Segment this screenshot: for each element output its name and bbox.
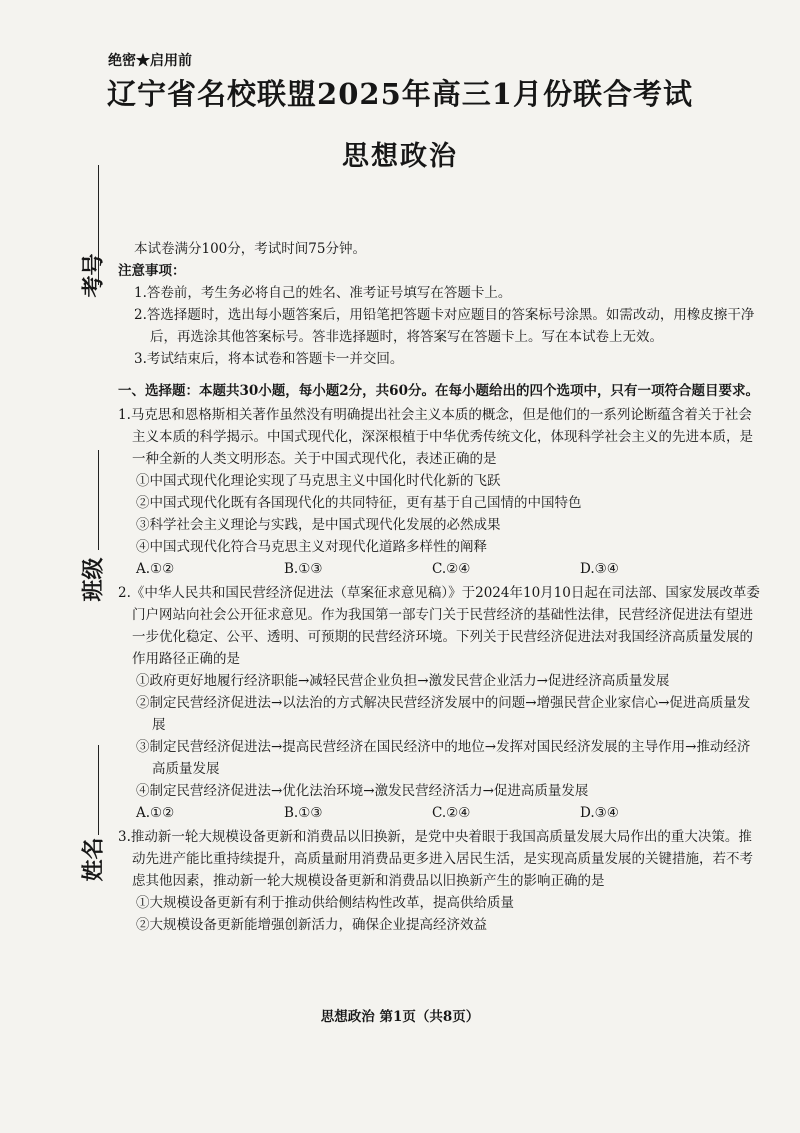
- section-heading: 一、选择题：本题共30小题，每小题2分，共60分。在每小题给出的四个选项中，只有一项符合题目要求。: [118, 383, 759, 399]
- statement: ①中国式现代化理论实现了马克思主义中国化时代化新的飞跃: [136, 473, 501, 489]
- statement: ②中国式现代化既有各国现代化的共同特征，更有基于自己国情的中国特色: [136, 495, 582, 511]
- statement: ①大规模设备更新有利于推动供给侧结构性改革，提高供给质量: [136, 895, 514, 911]
- exam-body: [118, 238, 760, 936]
- class-line[interactable]: [98, 450, 99, 550]
- answer-options: [118, 802, 760, 824]
- statement: ①政府更好地履行经济职能→减轻民营企业负担→激发民营企业活力→促进经济高质量发展: [136, 673, 670, 689]
- notice-item: 3.考试结束后，将本试卷和答题卡一并交回。: [134, 351, 404, 367]
- class-label: 班级: [80, 557, 107, 602]
- option-c[interactable]: C.②④: [432, 805, 471, 821]
- confidential-mark: 绝密★启用前: [108, 53, 192, 69]
- statement: ④中国式现代化符合马克思主义对现代化道路多样性的阐释: [136, 539, 487, 555]
- option-d[interactable]: D.③④: [580, 561, 619, 577]
- question-stem: 3.推动新一轮大规模设备更新和消费品以旧换新，是党中央着眼于我国高质量发展大局作出的重大决策。推动先进产能比重持续提升，高质量耐用消费品更多进入居民生活，是实现高质量发展的关键措施，若不考虑其他因素，推动新一轮大规模设备更新和消费品以旧换新产生的影响正确的是: [118, 829, 753, 889]
- name-line[interactable]: [98, 745, 99, 835]
- statement: ④制定民营经济促进法→优化法治环境→激发民营经济活力→促进高质量发展: [136, 783, 589, 799]
- option-a[interactable]: A.①②: [136, 805, 175, 821]
- question-stem: 1.马克思和恩格斯相关著作虽然没有明确提出社会主义本质的概念，但是他们的一系列论断蕴含着关于社会主义本质的科学揭示。中国式现代化，深深根植于中华优秀传统文化，体现科学社会主义的先进本质，是一种全新的人类文明形态。关于中国式现代化，表述正确的是: [118, 407, 753, 467]
- statement: ③科学社会主义理论与实践，是中国式现代化发展的必然成果: [136, 517, 501, 533]
- subject-title: 思想政治: [342, 141, 458, 172]
- score-time-text: 本试卷满分100分，考试时间75分钟。: [134, 241, 366, 257]
- name-label: 姓名: [80, 837, 107, 882]
- option-a[interactable]: A.①②: [136, 561, 175, 577]
- exam-title: 辽宁省名校联盟2025年高三1月份联合考试: [107, 77, 693, 111]
- notice-item: 2.答选择题时，选出每小题答案后，用铅笔把答题卡对应题目的答案标号涂黑。如需改动，用橡皮擦干净后，再选涂其他答案标号。答非选择题时，将答案写在答题卡上。写在本试卷上无效。: [134, 307, 755, 345]
- option-b[interactable]: B.①③: [284, 561, 323, 577]
- statement: ③制定民营经济促进法→提高民营经济在国民经济中的地位→发挥对国民经济发展的主导作用→推动经济高质量发展: [136, 739, 751, 777]
- exam-number-label: 考号: [80, 253, 107, 298]
- page-footer: 思想政治 第1页（共8页）: [320, 1009, 480, 1025]
- notice-heading: 注意事项：: [118, 263, 186, 279]
- statement: ②大规模设备更新能增强创新活力，确保企业提高经济效益: [136, 917, 487, 933]
- statement: ②制定民营经济促进法→以法治的方式解决民营经济发展中的问题→增强民营企业家信心→促进高质量发展: [136, 695, 751, 733]
- question-stem: 2.《中华人民共和国民营经济促进法（草案征求意见稿）》于2024年10月10日起在司法部、国家发展改革委门户网站向社会公开征求意见。作为我国第一部专门关于民营经济的基础性法律，民营经济促进法有望进一步优化稳定、公平、透明、可预期的民营经济环境。下列关于民营经济促进法对我国经济高质量发展的作用路径正确的是: [118, 585, 760, 667]
- answer-options: [118, 558, 760, 580]
- option-b[interactable]: B.①③: [284, 805, 323, 821]
- option-d[interactable]: D.③④: [580, 805, 619, 821]
- notice-item: 1.答卷前，考生务必将自己的姓名、准考证号填写在答题卡上。: [134, 285, 512, 301]
- option-c[interactable]: C.②④: [432, 561, 471, 577]
